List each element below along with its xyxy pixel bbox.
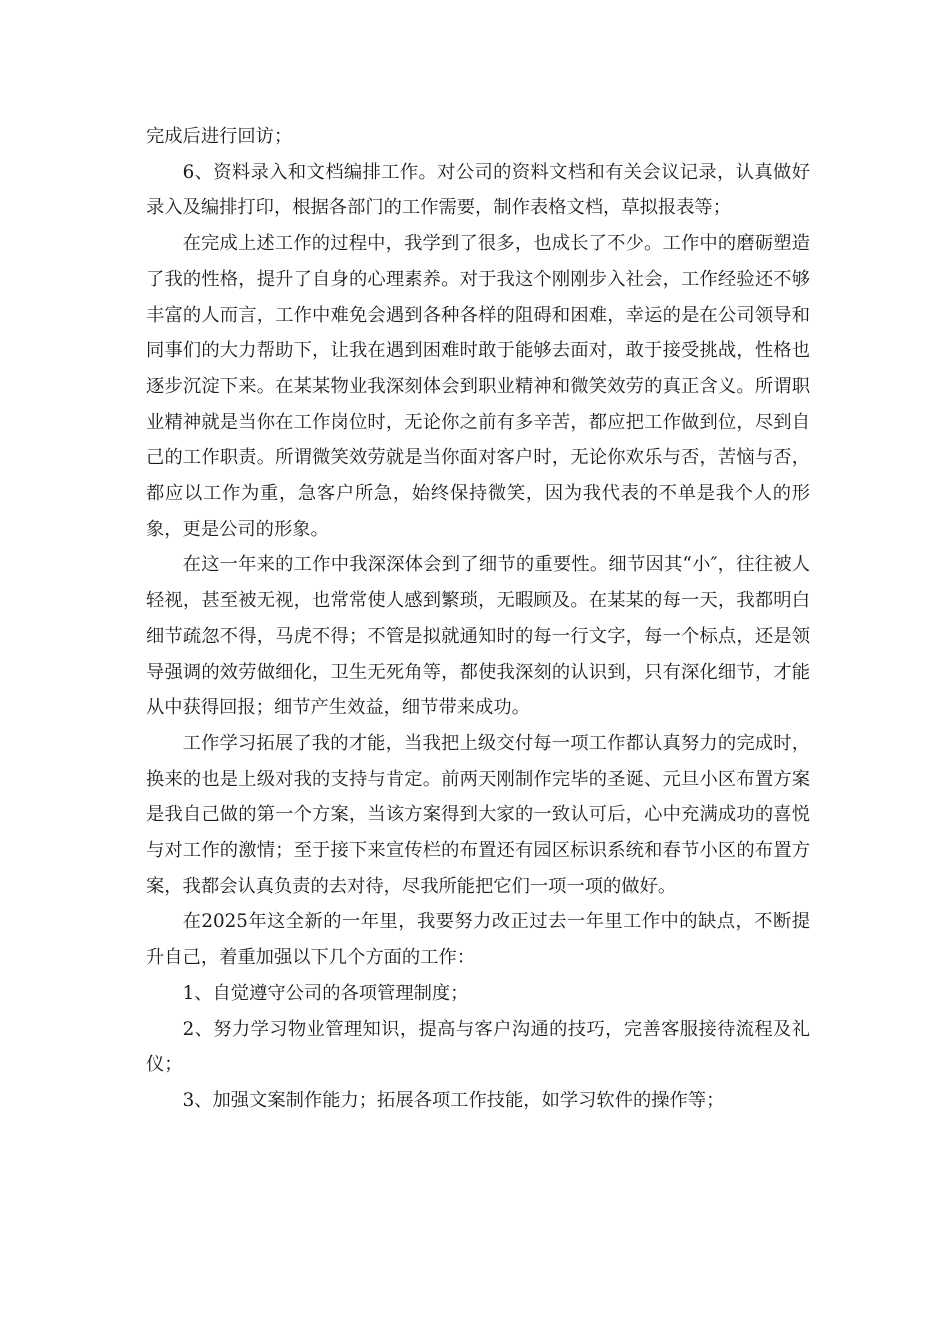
paragraph-3: 在完成上述工作的过程中，我学到了很多，也成长了不少。工作中的磨砺塑造了我的性格，提升了自身的心理素养。对于我这个刚刚步入社会，工作经验还不够丰富的人而言，工作中难免会遇到各种各样的阻碍和困难，幸运的是在公司领导和同事们的大力帮助下，让我在遇到困难时敢于能够去面对，敢于接受挑战，性格也逐步沉淀下来。在某某物业我深刻体会到职业精神和微笑效劳的真正含义。所谓职业精神就是当你在工作岗位时，无论你之前有多辛苦，都应把工作做到位，尽到自己的工作职责。所谓微笑效劳就是当你面对客户时，无论你欢乐与否，苦恼与否，都应以工作为重，急客户所急，始终保持微笑，因为我代表的不单是我个人的形象，更是公司的形象。 [146,233,810,540]
list-item-3: 3、加强文案制作能力；拓展各项工作技能，如学习软件的操作等； [182,1089,725,1111]
paragraph-2: 6、资料录入和文档编排工作。对公司的资料文档和有关会议记录，认真做好录入及编排打印，根据各部门的工作需要，制作表格文档，草拟报表等； [146,161,810,219]
paragraph-4: 在这一年来的工作中我深深体会到了细节的重要性。细节因其“小″，往往被人轻视，甚至被无视，也常常使人感到繁琐，无暇顾及。在某某的每一天，我都明白细节疏忽不得，马虎不得；不管是拟就通知时的每一行文字，每一个标点，还是领导强调的效劳做细化，卫生无死角等，都使我深刻的认识到，只有深化细节，才能从中获得回报；细节产生效益，细节带来成功。 [146,554,810,719]
list-item-2: 2、努力学习物业管理知识，提高与客户沟通的技巧，完善客服接待流程及礼仪； [146,1018,810,1076]
document-body [146,119,810,1119]
list-item-1: 1、自觉遵守公司的各项管理制度； [182,982,469,1004]
paragraph-6: 在2025年这全新的一年里，我要努力改正过去一年里工作中的缺点，不断提升自己，着重加强以下几个方面的工作： [146,911,810,969]
paragraph-5: 工作学习拓展了我的才能，当我把上级交付每一项工作都认真努力的完成时，换来的也是上级对我的支持与肯定。前两天刚制作完毕的圣诞、元旦小区布置方案是我自己做的第一个方案，当该方案得到大家的一致认可后，心中充满成功的喜悦与对工作的激情；至于接下来宣传栏的布置还有园区标识系统和春节小区的布置方案，我都会认真负责的去对待，尽我所能把它们一项一项的做好。 [146,732,810,897]
paragraph-1: 完成后进行回访； [146,126,293,147]
